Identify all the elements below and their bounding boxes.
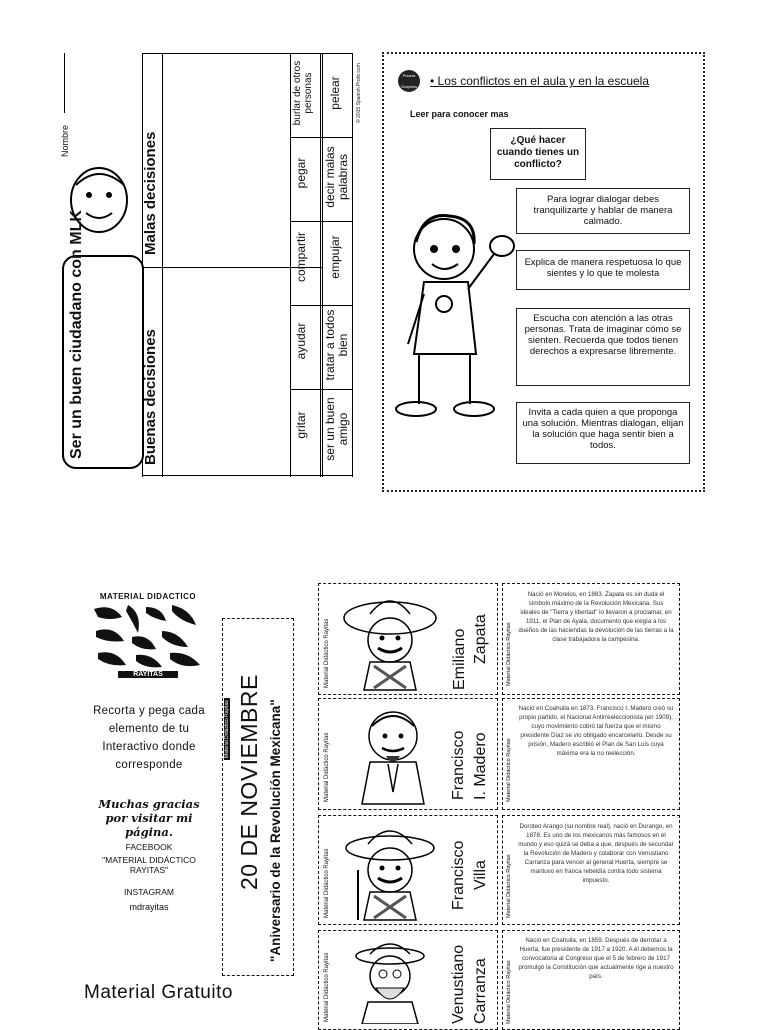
revolution-header-small: Material Didáctico Rayitas <box>224 700 230 758</box>
card-name-carranza: Venustiano <box>450 944 467 1024</box>
brand-logo <box>92 592 204 688</box>
card-bio-side-label: Material Didáctico Rayitas <box>506 622 512 686</box>
name-line <box>64 53 65 113</box>
zebra-stripes-icon <box>92 603 204 669</box>
buenas-header: Buenas decisiones <box>142 329 159 465</box>
carranza-portrait-icon <box>344 934 436 1024</box>
card-name-zapata-last: Zapata <box>472 614 489 664</box>
madero-portrait-icon <box>350 702 436 806</box>
logo-top-text: MATERIAL DIDACTICO <box>99 592 197 601</box>
facebook-label: FACEBOOK <box>125 842 173 852</box>
revolution-date: 20 DE NOVIEMBRE <box>236 674 262 890</box>
word-empujar: empujar <box>328 235 342 279</box>
malas-header: Malas decisiones <box>142 131 159 255</box>
citizenship-worksheet <box>42 45 362 477</box>
card-bio-text-zapata: Nació en Morelos, en 1883. Zapata es sin duda el símbolo máximo de la Revolución Mexicana. Sus ideales de "Tierra y libertad" lo llevaron a proclamar, en 1911, el Plan de Ayala, documento que exigía a los dueños de las haciendas la devolución de las tierras a la clase trabajadora la campesina. <box>518 591 674 643</box>
villa-portrait-icon <box>340 820 440 922</box>
card-side-label: Material Didáctico Rayitas <box>324 952 330 1022</box>
card-bio-text-madero: Nació en Coahuila en 1873. Francisco I. Madero creó su propio partido, el Nacional Antirreeleccionista (en 1909), cuyo movimiento cobró tal fuerza que el mismo presidente Díaz se vio obligado encarcelarlo. Desde su prisión, Madero escribió el Plan de San Luis cuya máxima era la no reelección. <box>518 705 674 757</box>
word-tratar: tratar a todos bien <box>323 309 350 381</box>
worksheet-title: Ser un buen ciudadano con MLK <box>68 210 85 459</box>
tip-1: Para lograr dialogar debes tranquilizarte y hablar de manera calmado. <box>516 188 690 234</box>
card-bio-text-carranza: Nació en Coahuila, en 1859. Después de derrotar a Huerta, fue presidente de 1917 a 1920. A él debemos la convocatoria al Congreso que el 5 de febrero de 1917 promulgó la Constitución que actualmente rige a nuestro país. <box>518 937 674 980</box>
word-burlar: burlar de otros personas <box>292 60 314 126</box>
instagram-name: mdrayitas <box>129 902 169 912</box>
word-ayudar: ayudar <box>294 322 308 360</box>
facebook-name: "MATERIAL DIDÁCTICO RAYITAS" <box>102 855 196 875</box>
card-name-zapata <box>450 629 470 690</box>
question-box: ¿Qué hacer cuando tienes un conflicto? <box>490 128 586 180</box>
tip-4: Invita a cada quien a que proponga una solución. Mientras dialogan, elijan la solución que haga sentir bien a todos. <box>516 402 690 464</box>
card-name-madero: Francisco <box>450 730 467 800</box>
card-side-label: Material Didáctico Rayitas <box>324 848 330 918</box>
sheet-subtitle: Leer para conocer mas <box>410 109 509 119</box>
card-bio-text-villa: Doroteo Arango (su nombre real), nació en Durango, en 1878. Es uno de los mexicanos más famosos en el mundo y eso quizá se deba a que, después de secundar la Revolución de Madero y colaborar con Venustiano Carranza para vencer al general Huerta, siempre se mantuvo en franca rebeldía contra todo sistema impuesto. <box>518 823 674 884</box>
word-buen-amigo: ser un buen amigo <box>323 397 350 461</box>
revolution-anniversary: "Aniversario de la Revolución Mexicana" <box>268 699 283 962</box>
free-material-text: Material Gratuito <box>84 982 233 1003</box>
logo-bottom-text: RAYITAS <box>118 671 178 678</box>
card-bio-side-label: Material Didáctico Rayitas <box>506 960 512 1024</box>
instructions-text: Recorta y pega cada elemento de tu Interactivo donde corresponde <box>93 705 205 771</box>
logo-badge <box>398 70 420 92</box>
card-bio-side-label: Material Didáctico Rayitas <box>506 738 512 802</box>
thanks-text: Muchas gracias por visitar mi página. <box>98 797 200 839</box>
word-pelear: pelear <box>328 76 342 110</box>
nombre-label: Nombre <box>60 124 70 157</box>
card-name-madero-last: I. Madero <box>472 732 489 800</box>
word-pegar: pegar <box>294 157 308 189</box>
conflicts-sheet <box>382 52 705 492</box>
word-gritar: gritar <box>294 411 308 439</box>
card-name-villa-last: Villa <box>472 860 489 890</box>
card-name-carranza-last: Carranza <box>472 958 489 1024</box>
card-side-label: Material Didáctico Rayitas <box>324 732 330 802</box>
word-compartir: compartir <box>294 232 308 283</box>
zapata-portrait-icon <box>340 588 440 692</box>
sheet-title-text: Los conflictos en el aula y en la escuela <box>437 74 650 88</box>
sheet-title: • Los conflictos en el aula y en la escuela <box>430 74 650 88</box>
card-name-first: Emiliano <box>451 628 468 690</box>
logo-text: Pizarra Graphics <box>400 73 417 89</box>
mlk-face-icon <box>54 165 144 235</box>
tip-2: Explica de manera respetuosa lo que sientes y lo que te molesta <box>516 250 690 290</box>
instagram-label: INSTAGRAM <box>124 887 174 897</box>
copyright: © 2015 Spanish Profe.com <box>356 63 362 123</box>
card-bio-side-label: Material Didáctico Rayitas <box>506 854 512 918</box>
boy-illustration-icon <box>394 204 524 419</box>
tip-3: Escucha con atención a las otras personas. Trata de imaginar cómo se sienten. Recuerda que todos tienen derechos a expresarse libremente. <box>516 308 690 386</box>
word-malas-palabras: decir malas palabras <box>323 146 350 208</box>
card-side-label: Material Didáctico Rayitas <box>324 618 330 688</box>
card-name-villa: Francisco <box>450 840 467 910</box>
